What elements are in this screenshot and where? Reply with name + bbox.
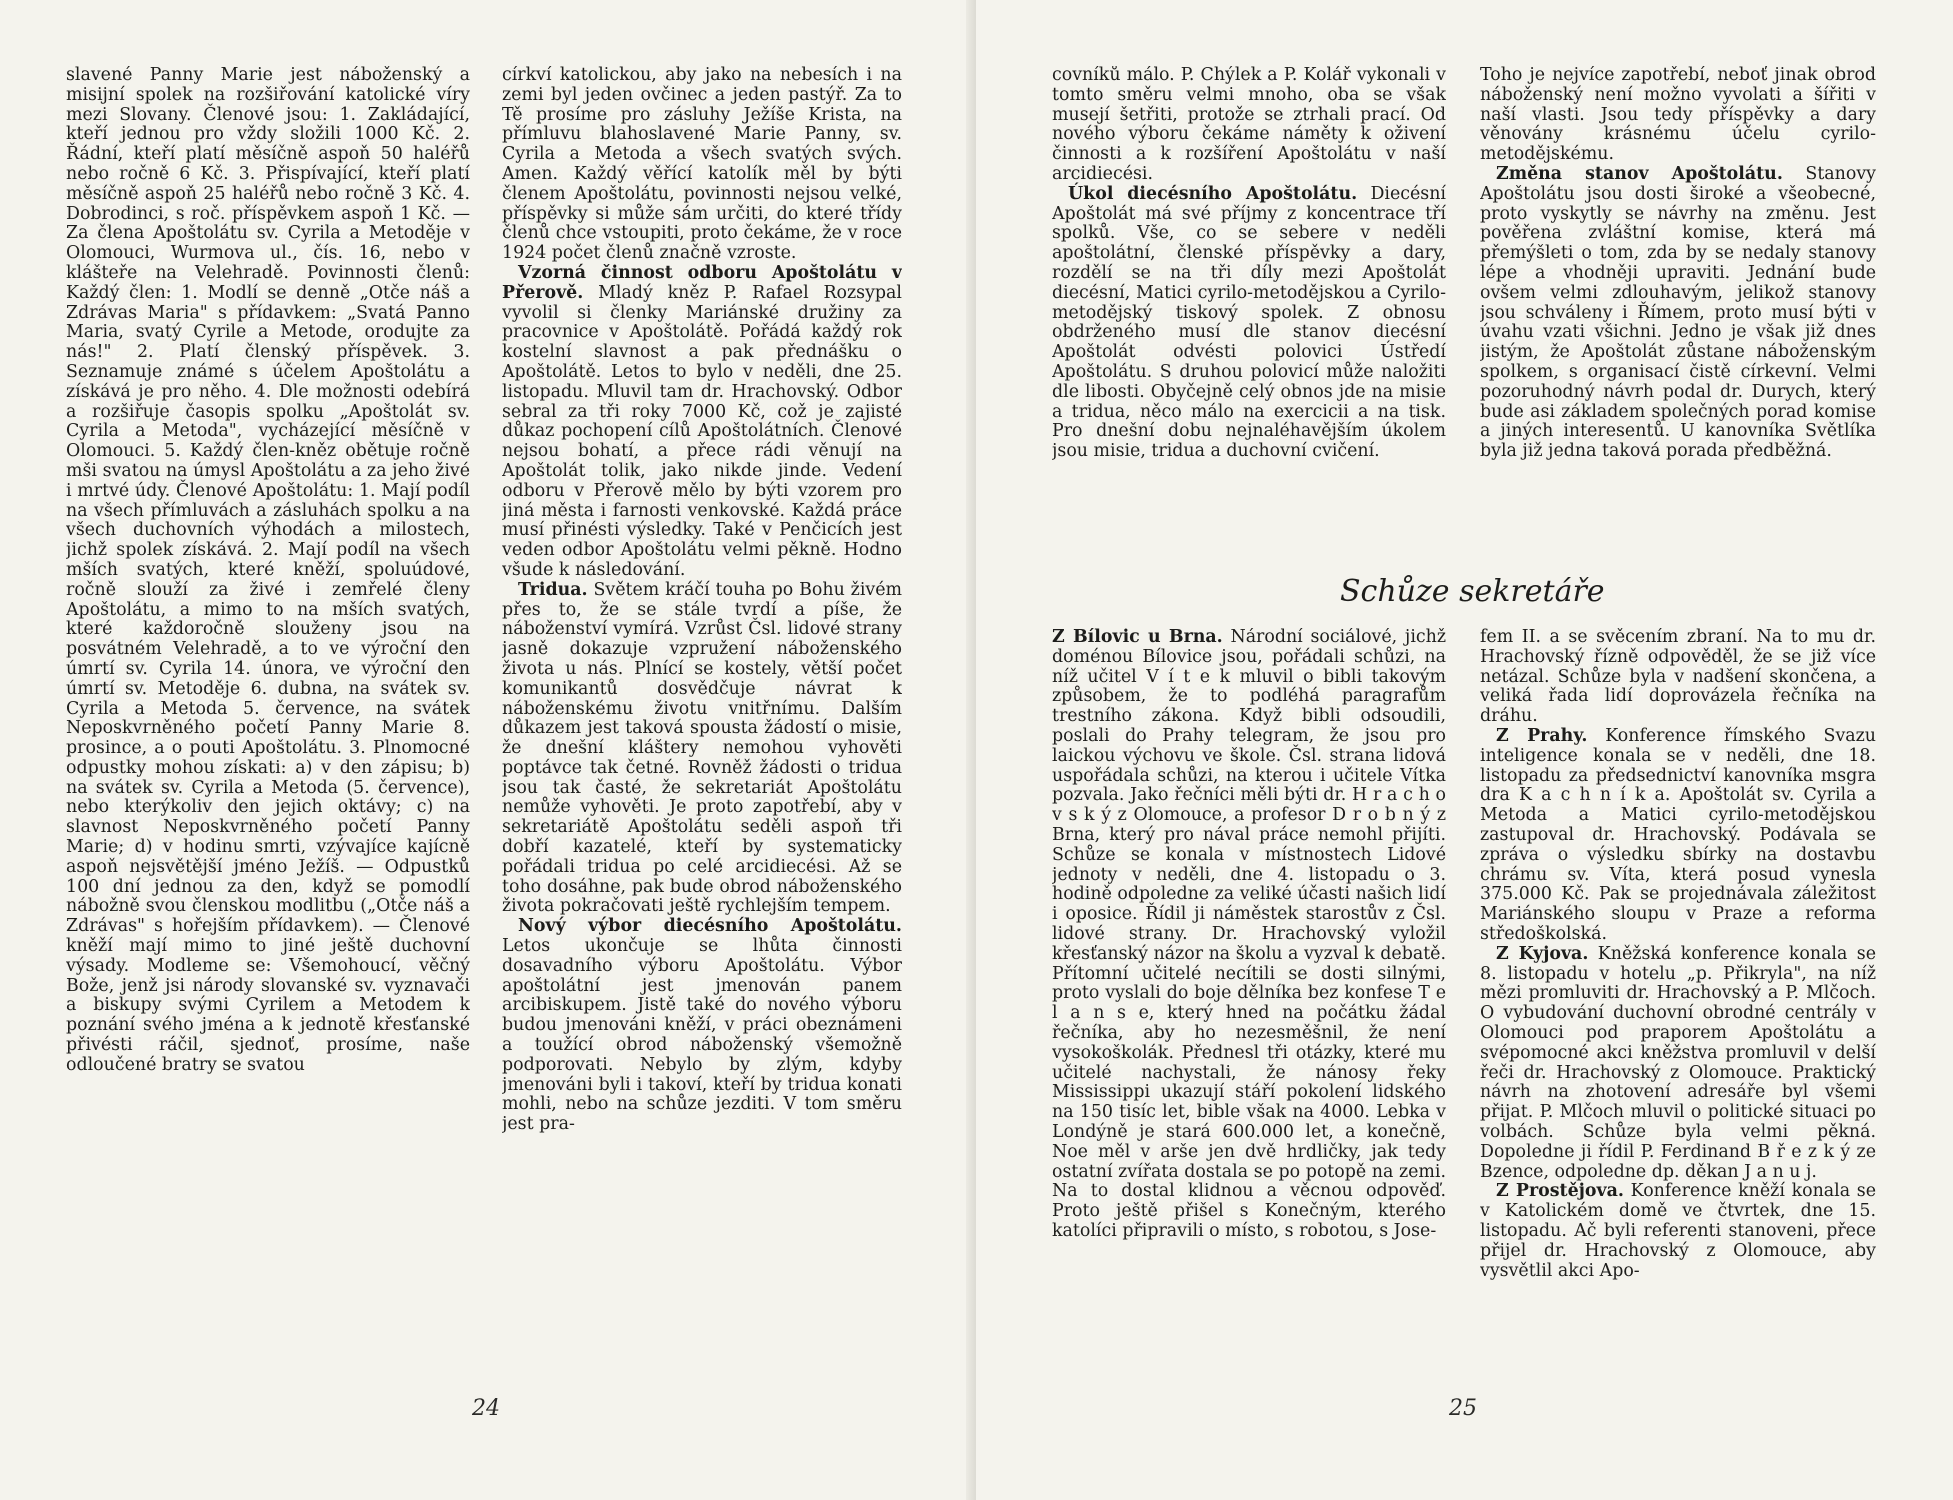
right-column-4 bbox=[1480, 628, 1876, 1308]
paragraph bbox=[1480, 1182, 1876, 1281]
paragraph-text: Letos ukončuje se lhůta činnosti dosavadního výboru Apoštolátu. Výbor apoštolátní jest jmenován panem arcibiskupem. Jistě také do nového výboru budou jmenováni kněží, v práci obeznámeni a toužící obrod náboženský všemožně podporovati. Nebylo by zlým, kdyby jmenováni byli i takoví, kteří by tridua konati mohli, nebo na schůze jezditi. V tom směru jest pra- bbox=[502, 936, 902, 1135]
paragraph-text: Kněžská konference konala se 8. listopadu v hotelu „p. Přikryla", na níž mězi promluviti dr. Hrachovský a P. Mlčoch. O vybudování duchovní obrodné centrály v Olomouci pod praporem Apoštolátu a svépomocné akci kněžstva promluvil v delší řeči dr. Hrachovský z Olomouce. Praktický návrh na zhotovení adresáře byl všemi přijat. P. Mlčoch mluvil o politické situaci po volbách. Schůze byla velmi pěkná. Dopoledne ji řídil P. Ferdinand B ř e z k ý ze Bzence, odpoledne dp. děkan J a n u j. bbox=[1480, 943, 1876, 1182]
right-column-2 bbox=[1480, 66, 1876, 571]
paragraph-text: fem II. a se svěcením zbraní. Na to mu dr. Hrachovský řízně odpověděl, že se již více netázal. Schůze byla v nadšení skončena, a veliká řada lidí doprovázela řečníka na dráhu. bbox=[1480, 628, 1876, 727]
paragraph-text: církví katolickou, aby jako na nebesích i na zemi byl jeden ovčinec a jeden pastýř. Za to Tě prosíme pro zásluhy Ježíše Krista, na přímluvu blahoslavené Marie Panny, sv. Cyrila a Metoda a všech svatých svých. Amen. Každý věřící katolík měl by býti členem Apoštolátu, povinnosti nejsou velké, příspěvky si může sám určiti, do které třídy členů chce vstoupiti, proto čekáme, že v roce 1924 počet členů značně vzroste. bbox=[502, 66, 902, 264]
paragraph-heading: Z Kyjova. bbox=[1496, 943, 1589, 964]
paragraph bbox=[502, 264, 902, 581]
paragraph bbox=[1480, 628, 1876, 727]
section-title: Schůze sekretáře bbox=[1340, 574, 1605, 609]
paragraph-heading: Tridua. bbox=[518, 579, 588, 600]
paragraph bbox=[1480, 66, 1876, 165]
paragraph-heading: Z Prostějova. bbox=[1496, 1181, 1624, 1202]
paragraph-text: Toho je nejvíce zapotřebí, neboť jinak obrod náboženský není možno vyvolati a šířiti v naší vlasti. Jsou tedy příspěvky a dary věnovány krásnému účelu cyrilo-metodějskému. bbox=[1480, 66, 1876, 165]
paragraph bbox=[502, 581, 902, 918]
paragraph bbox=[1052, 185, 1446, 462]
page-number-right: 25 bbox=[1449, 1396, 1477, 1421]
paragraph-heading: Úkol diecésního Apoštolátu. bbox=[1068, 183, 1358, 204]
paragraph-text: Národní sociálové, jichž doménou Bílovice jsou, pořádali schůzi, na níž učitel V í t e k mluvil o bibli takovým způsobem, že to podléhá paragrafům trestního zákona. Když bibli odsoudili, poslali do Prahy telegram, že jsou pro laickou výchovu ve škole. Čsl. strana lidová uspořádala schůzi, na kterou i učitele Vítka pozvala. Jako řečníci měli býti dr. H r a c h o v s k ý z Olomouce, a profesor D r o b n ý z Brna, který pro nával práce nemohl přijíti. Schůze se konala v místnostech Lidové jednoty v neděli, dne 4. listopadu o 3. hodině odpoledne za veliké účasti našich lidí i oposice. Řídil ji náměstek starostův z Čsl. lidové strany. Dr. Hrachovský vyložil křesťanský názor na školu a vyzval k debatě. Přítomní učitelé necítili se dosti silnými, proto vyslali do boje dělníka bez konfese T e l a n s e, který hned na počátku žádal řečníka, aby ho nezesměšnil, že není vysokoškolák. Přednesl tři otázky, které mu učitelé nachystali, že nánosy řeky Mississippi ukazují stáří pokolení lidského na 150 tisíc let, bible však na 4000. Lebka v Londýně je stará 600.000 let, a konečně, Noe měl v arše jen dvě hrdličky, jak tedy ostatní zvířata dostala se po potopě na zemi. Na to dostal klidnou a věcnou odpověď. Proto ještě přišel s Konečným, kterého katolíci připravili o místo, s robotou, s Jose- bbox=[1052, 628, 1446, 1241]
left-page bbox=[0, 0, 976, 1500]
paragraph-heading: Nový výbor diecésního Apoštolátu. bbox=[518, 916, 902, 937]
page-number-left: 24 bbox=[472, 1396, 500, 1421]
paragraph bbox=[1052, 628, 1446, 1242]
paragraph-text: Mladý kněz P. Rafael Rozsypal vyvolil si členky Mariánské družiny za pracovnice v Apoštolátě. Pořádá každý rok kostelní slavnost a pak přednášku o Apoštolátě. Letos to bylo v neděli, dne 25. listopadu. Mluvil tam dr. Hrachovský. Odbor sebral za tři roky 7000 Kč, což je zajisté důkaz pochopení cílů Apoštolátních. Členové nejsou bohatí, a přece rádi věnují na Apoštolát tolik, jako nikde jinde. Vedení odboru v Přerově mělo by býti vzorem pro jiná města i farnosti venkovské. Každá práce musí přinésti výsledky. Také v Penčicích jest veden odbor Apoštolátu velmi pěkně. Hodno všude k následování. bbox=[502, 282, 902, 580]
right-column-3 bbox=[1052, 628, 1446, 1308]
paragraph bbox=[1480, 945, 1876, 1183]
paragraph bbox=[502, 917, 902, 1135]
left-column-1 bbox=[66, 66, 470, 1296]
paragraph-text: covníků málo. P. Chýlek a P. Kolář vykonali v tomto směru velmi mnoho, oba se však musejí šetřiti, protože se ztrhali prací. Od nového výboru čekáme náměty k oživení činnosti a k rozšíření Apoštolátu v naší arcidiecési. bbox=[1052, 66, 1446, 184]
paragraph-text: Diecésní Apoštolát má své příjmy z koncentrace tří spolků. Vše, co se sebere v neděli apoštolátní, členské příspěvky a dary, rozdělí se na tři díly mezi Apoštolát diecésní, Matici cyrilo-metodějskou a Cyrilo-metodějský tiskový spolek. Z obnosu obdrženého musí dle stanov diecésní Apoštolát odvésti polovici Ústředí Apoštolátu. S druhou polovicí může naložiti dle libosti. Obyčejně celý obnos jde na misie a tridua, něco málo na exercicii a na tisk. Pro dnešní dobu nejnaléhavějším úkolem jsou misie, tridua a duchovní cvičení. bbox=[1052, 183, 1446, 462]
paragraph-heading: Vzorná činnost odboru Apoštolátu v Přerově. bbox=[502, 262, 902, 303]
paragraph-text: Konference římského Svazu inteligence konala se v neděli, dne 18. listopadu za předsednictví kanovníka msgra dra K a c h n í k a. Apoštolát sv. Cyrila a Metoda a Matici cyrilo-metodějskou zastupoval dr. Hrachovský. Podávala se zpráva o výsledku sbírky na dostavbu chrámu sv. Víta, která posud vynesla 375.000 Kč. Pak se projednávala záležitost Mariánského sloupu v Praze a reforma středoškolská. bbox=[1480, 725, 1876, 944]
paragraph bbox=[502, 66, 902, 264]
paragraph-text: Stanovy Apoštolátu jsou dosti široké a všeobecné, proto vyskytly se návrhy na změnu. Jest pověřena zvláštní komise, která má přemýšleti o tom, zda by se nedaly stanovy lépe a vhodněji upraviti. Jednání bude ovšem velmi zdlouhavým, jelikož stanovy jsou schváleny i Římem, proto musí býti v úvahu vzati všichni. Jedno je však již dnes jistým, že Apoštolát zůstane náboženským spolkem, s organisací čistě církevní. Velmi pozoruhodný návrh podal dr. Durych, který bude asi základem společných porad komise a jiných interesentů. U kanovníka Světlíka byla již jedna taková porada předběžná. bbox=[1480, 163, 1876, 462]
left-column-2 bbox=[502, 66, 902, 1296]
right-column-1 bbox=[1052, 66, 1446, 571]
paragraph-text: Konference kněží konala se v Katolickém domě ve čtvrtek, dne 15. listopadu. Ač byli referenti stanoveni, přece přijel dr. Hrachovský z Olomouce, aby vysvětlil akci Apo- bbox=[1480, 1181, 1876, 1281]
paragraph-heading: Z Prahy. bbox=[1496, 725, 1588, 746]
paragraph bbox=[1480, 727, 1876, 945]
paragraph-heading: Z Bílovic u Brna. bbox=[1052, 628, 1223, 647]
paragraph: slavené Panny Marie jest náboženský a misijní spolek na rozšiřování katolické víry mezi Slovany. Členové jsou: 1. Zakládající, kteří jednou pro vždy složili 1000 Kč. 2. Řádní, kteří platí měsíčně aspoň 50 haléřů nebo ročně 6 Kč. 3. Přispívající, kteří platí měsíčně aspoň 25 haléřů nebo ročně 3 Kč. 4. Dobrodinci, s roč. příspěvkem aspoň 1 Kč. — Za člena Apoštolátu sv. Cyrila a Metoděje v Olomouci, Wurmova ul., čís. 16, nebo v klášteře na Velehradě. Povinnosti členů: Každý člen: 1. Modlí se denně „Otče náš a Zdrávas Maria" s přídavkem: „Svatá Panno Maria, svatý Cyrile a Metode, orodujte za nás!" 2. Platí členský příspěvek. 3. Seznamuje známé s účelem Apoštolátu a získává je pro něho. 4. Dle možnosti odebírá a rozšiřuje časopis spolku „Apoštolát sv. Cyrila a Metoda", vycházející měsíčně v Olomouci. 5. Každý člen-kněz obětuje ročně mši svatou na úmysl Apoštolátu a za jeho živé i mrtvé údy. Členové Apoštolátu: 1. Mají podíl na všech přímluvách a zásluhách spolku a na všech duchovních výhodách a milostech, jichž spolek získává. 2. Mají podíl na všech mších svatých, které kněží, spoluúdové, ročně slouží za živé i zemřelé členy Apoštolátu, a mimo to na mších svatých, které každoročně slouženy jsou na posvátném Velehradě, a to ve výroční den úmrtí sv. Cyrila 14. února, ve výroční den úmrtí sv. Metoděje 6. dubna, na svátek sv. Cyrila a Metoda 5. července, na svátek Neposkvrněného početí Panny Marie 8. prosince, a o pouti Apoštolátu. 3. Plnomocné odpustky mohou získati: a) v den zápisu; b) na svátek sv. Cyrila a Metoda (5. července), nebo kterýkoliv den jejich oktávy; c) na slavnost Neposkvrněného početí Panny Marie; d) v hodinu smrti, vzývajíce kajícně aspoň nejsvětější jméno Ježíš. — Odpustků 100 dní jednou za den, když se pomodlí nábožně svou členskou modlitbu („Otče náš a Zdrávas" s hořejším přídavkem). — Členové kněží mají mimo to jiné ještě duchovní výsady. Modleme se: Všemohoucí, věčný Bože, jenž jsi národy slovanské sv. vyznavači a biskupy svými Cyrilem a Metodem k poznání svého jména a k jednotě křesťanské přivésti ráčil, sjednoť, prosíme, naše odloučené bratry se svatou bbox=[66, 66, 470, 1075]
paragraph-heading: Změna stanov Apoštolátu. bbox=[1496, 163, 1783, 184]
paragraph bbox=[1052, 66, 1446, 185]
paragraph bbox=[1480, 165, 1876, 462]
paragraph-text: Světem kráčí touha po Bohu živém přes to, že se stále tvrdí a píše, že náboženství vymírá. Vzrůst Čsl. lidové strany jasně dokazuje vzpružení náboženského života u nás. Plnící se kostely, větší počet komunikantů dosvědčuje návrat k náboženskému životu vnitřnímu. Dalším důkazem jest taková spousta žádostí o misie, že dnešní kláštery nemohou vyhověti poptávce tak četné. Rovněž žádosti o tridua jsou tak časté, že sekretariát Apoštolátu nemůže vyhověti. Je proto zapotřebí, aby v sekretariátě Apoštolátu seděli aspoň tři dobří kazatelé, kteří by systematicky pořádali tridua po celé arcidiecési. Až se toho dosáhne, pak bude obrod náboženského života pokračovati ještě rychlejším tempem. bbox=[502, 579, 902, 917]
